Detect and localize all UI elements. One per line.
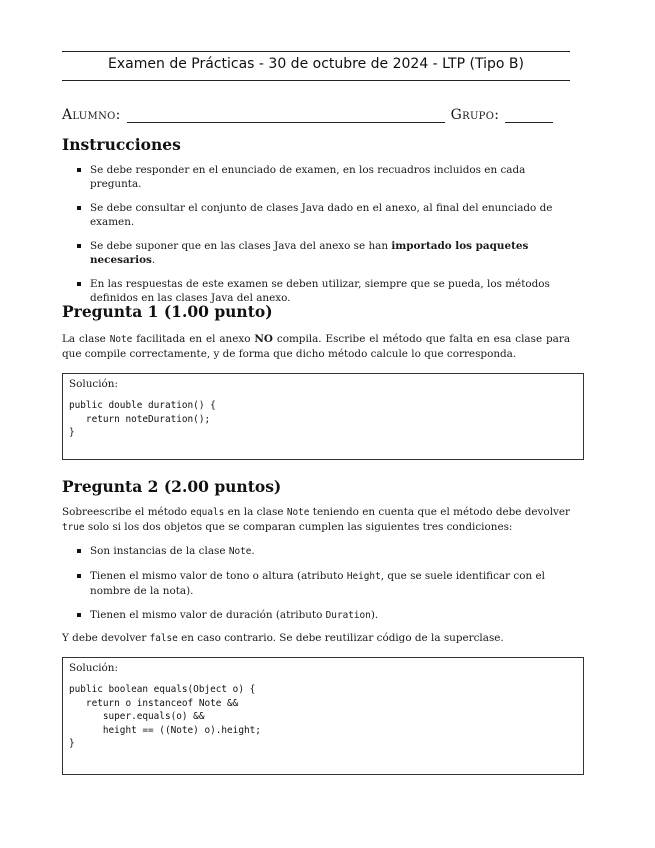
q2-heading: Pregunta 2 (2.00 puntos) [62,477,282,496]
q1-text: facilitada en el anexo [132,333,255,345]
q2-code-equals: equals [190,507,225,518]
q1-text: compila. Escribe el método que falta en esa clase para que compile correctamente, y de forma que dicho método calcule lo que corresponda. [62,333,571,360]
instruction-text: . [151,254,156,266]
q2-text: Sobreescribe el método [62,506,191,518]
q1-code-line: } [69,427,75,438]
q2-code-false: false [149,633,178,644]
q2-code-line: return o instanceof Note && [69,697,239,709]
q2-text: solo si los dos objetos que se comparan cumplen las siguientes tres condiciones: [84,521,513,533]
q2-code-true: true [62,522,85,533]
q2-solution-label: Solución: [69,662,118,674]
grupo-field[interactable] [505,108,553,123]
q2-code-line: height == ((Note) o).height; [69,724,261,736]
condition-text: . [251,545,255,557]
condition-item [62,544,570,559]
grupo-label: Grupo: [450,107,500,123]
q2-text: en la clase [224,506,287,518]
instruction-item: En las respuestas de este examen se deben utilizar, siempre que se pueda, los métodos definidos en las clases Java del anexo. [62,277,570,305]
q2-intro [62,505,570,535]
condition-code: Height [346,571,381,582]
condition-text: , que se suele identificar con el nombre de la nota). [90,570,545,597]
q1-solution-label: Solución: [69,378,118,390]
q1-bold-no: NO [254,333,273,345]
condition-code: Duration [325,610,371,621]
header-top-rule [62,51,570,52]
alumno-label: Alumno: [62,107,121,123]
exam-page [62,0,570,848]
q1-text: La clase [62,333,110,345]
q2-code-line: public boolean equals(Object o) { [69,684,256,695]
condition-text: Tienen el mismo valor de duración (atributo [90,609,326,621]
instruction-item: Se debe consultar el conjunto de clases Java dado en el anexo, al final del enunciado de examen. [62,201,570,229]
q2-outro [62,631,570,646]
q1-heading: Pregunta 1 (1.00 punto) [62,302,273,321]
q2-code-note: Note [286,507,310,518]
condition-code: Note [228,546,252,557]
condition-item [62,608,570,623]
q2-code-line: } [69,738,75,749]
q2-text: Y debe devolver [62,632,150,644]
q2-text: teniendo en cuenta que el método debe devolver [309,506,570,518]
instructions-list [62,163,570,315]
condition-text: ). [370,609,379,621]
student-line [62,103,570,123]
q2-text: en caso contrario. Se debe reutilizar código de la superclase. [177,632,504,644]
q2-code-line: super.equals(o) && [69,711,205,722]
instruction-text: Se debe suponer que en las clases Java del anexo se han [90,240,392,252]
instructions-heading: Instrucciones [62,135,181,154]
header-title: Examen de Prácticas - 30 de octubre de 2024 - LTP (Tipo B) [108,56,524,72]
q1-solution-box[interactable] [62,373,584,460]
instruction-item: Se debe responder en el enunciado de examen, en los recuadros incluidos en cada pregunta. [62,163,570,191]
condition-text: Tienen el mismo valor de tono o altura (atributo [90,570,347,582]
condition-text: Son instancias de la clase [90,545,229,557]
alumno-field[interactable] [127,108,445,123]
instruction-item [62,239,570,267]
condition-item [62,569,570,598]
q1-code-note: Note [109,334,133,345]
q2-solution-box[interactable] [62,657,584,775]
q1-statement [62,332,570,362]
q1-code-line: return noteDuration(); [69,413,211,425]
instruction-bold-text: importado los paquetes necesarios [90,240,529,266]
header-bottom-rule [62,80,570,81]
q1-code-line: public double duration() { [69,400,216,411]
q2-conditions-list [62,544,570,633]
